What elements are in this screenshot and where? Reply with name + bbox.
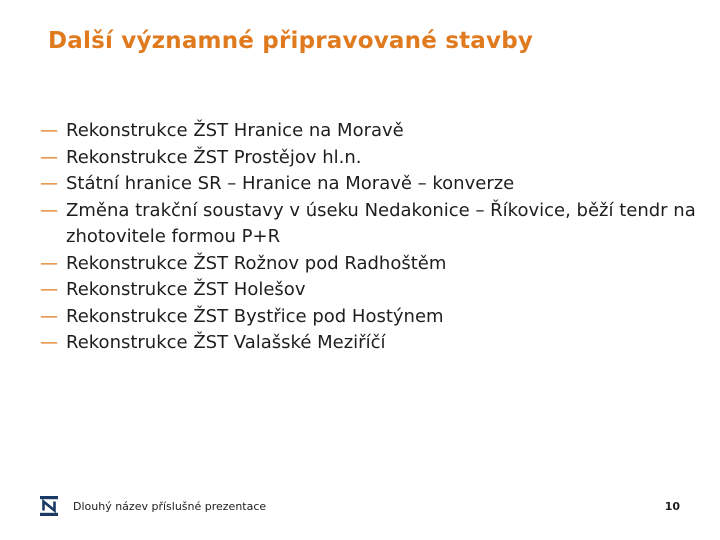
bullet-dash: — (40, 305, 58, 327)
bullet-text: Rekonstrukce ŽST Valašské Meziříčí (66, 332, 386, 353)
bullet-text: Rekonstrukce ŽST Holešov (66, 279, 306, 300)
bullet-item (40, 118, 700, 145)
bullet-item (40, 251, 700, 278)
bullet-dash: — (40, 146, 58, 168)
bullet-dash: — (40, 279, 58, 300)
logo-bar-bottom (40, 513, 58, 516)
bullet-item (40, 198, 700, 251)
logo-bar-top (40, 496, 58, 499)
bullet-text: Rekonstrukce ŽST Hranice na Moravě (66, 120, 404, 141)
bullet-text: Rekonstrukce ŽST Bystřice pod Hostýnem (66, 305, 444, 327)
page-number: 10 (664, 500, 680, 513)
bullet-dash: — (40, 252, 58, 274)
bullet-item (40, 171, 700, 198)
bullet-dash: — (40, 173, 58, 194)
slide-title: Další významné připravované stavby (48, 28, 534, 54)
bullet-text: Rekonstrukce ŽST Prostějov hl.n. (66, 146, 362, 168)
bullet-dash: — (40, 199, 58, 221)
bullet-item (40, 277, 700, 304)
logo-n-mark (44, 502, 55, 511)
bullet-text: Změna trakční soustavy v úseku Nedakonice – Říkovice, běží tendr na zhotovitele formou P+R (66, 199, 696, 247)
bullet-text: Rekonstrukce ŽST Rožnov pod Radhoštěm (66, 252, 447, 274)
bullet-dash: — (40, 120, 58, 141)
bullet-text: Státní hranice SR – Hranice na Moravě – konverze (66, 173, 515, 194)
footer-presentation-name: Dlouhý název příslušné prezentace (73, 500, 267, 513)
bullet-item (40, 145, 700, 172)
bullet-item (40, 304, 700, 331)
bullet-item (40, 330, 700, 357)
bullet-dash: — (40, 332, 58, 353)
bullet-list (40, 118, 700, 357)
szdc-logo-icon (40, 496, 58, 516)
